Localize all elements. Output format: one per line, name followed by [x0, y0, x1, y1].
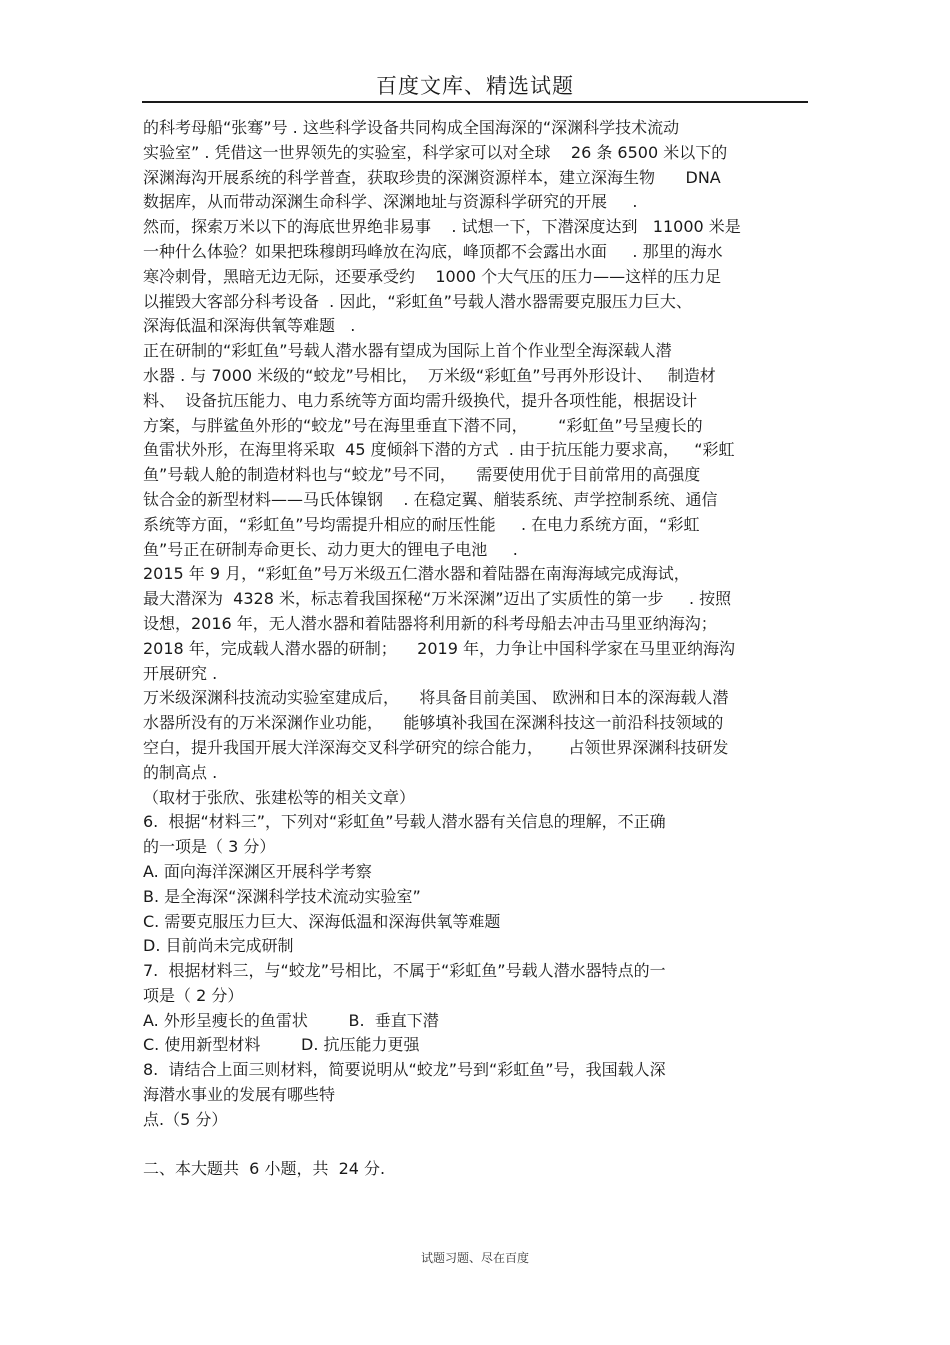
text-line: 设想，2016 年，无人潜水器和着陆器将利用新的科考母船去冲击马里亚纳海沟；	[143, 613, 717, 633]
source-citation: （取材于张欣、张建松等的相关文章）	[143, 787, 416, 807]
text-line: 水器 . 与 7000 米级的“蛟龙”号相比， 万米级“彩虹鱼”号再外形设计、 制造材	[143, 365, 716, 385]
text-line: 然而，探索万米以下的海底世界绝非易事 . 试想一下，下潜深度达到 11000 米是	[143, 217, 741, 237]
question-6-option-b: B. 是全海深“深渊科学技术流动实验室”	[143, 886, 421, 906]
text-line: 鱼”号载人舱的制造材料也与“蛟龙”号不同， 需要使用优于目前常用的高强度	[143, 465, 701, 485]
text-line: 鱼”号正在研制寿命更长、动力更大的锂电子电池 .	[143, 539, 518, 559]
section-heading: 二、本大题共 6 小题，共 24 分.	[143, 1159, 386, 1179]
text-line: 实验室” . 凭借这一世界领先的实验室，科学家可以对全球 26 条 6500 米以下的	[143, 142, 728, 162]
question-7-stem: 7. 根据材料三，与“蛟龙”号相比，不属于“彩虹鱼”号载人潜水器特点的一	[143, 961, 666, 981]
text-line: 系统等方面，“彩虹鱼”号均需提升相应的耐压性能 . 在电力系统方面，“彩虹	[143, 514, 700, 534]
text-line: 数据库，从而带动深渊生命科学、深渊地址与资源科学研究的开展 .	[143, 192, 638, 212]
text-line: 2018 年，完成载人潜水器的研制； 2019 年，力争让中国科学家在马里亚纳海沟	[143, 638, 735, 658]
question-7-options-cd: C. 使用新型材料 D. 抗压能力更强	[143, 1035, 420, 1055]
text-line: 的科考母船“张骞”号 . 这些科学设备共同构成全国海深的“深渊科学技术流动	[143, 118, 680, 137]
text-line: 水器所没有的万米深渊作业功能， 能够填补我国在深渊科技这一前沿科技领域的	[143, 713, 724, 733]
text-line: 以摧毁大客部分科考设备 . 因此，“彩虹鱼”号载人潜水器需要克服压力巨大、	[143, 291, 692, 311]
text-line: 正在研制的“彩虹鱼”号载人潜水器有望成为国际上首个作业型全海深载人潜	[143, 341, 672, 361]
text-line: 方案，与胖鲨鱼外形的“蛟龙”号在海里垂直下潜不同， “彩虹鱼”号呈瘦长的	[143, 415, 703, 435]
question-8-stem: 8. 请结合上面三则材料，简要说明从“蛟龙”号到“彩虹鱼”号，我国载人深	[143, 1060, 666, 1080]
text-line: 空白，提升我国开展大洋深海交叉科学研究的综合能力， 占领世界深渊科技研发	[143, 737, 729, 757]
text-line: 万米级深渊科技流动实验室建成后， 将具备目前美国、 欧洲和日本的深海载人潜	[143, 688, 729, 708]
text-line: 深海低温和深海供氧等难题 .	[143, 316, 356, 336]
question-6-stem: 6. 根据“材料三”，下列对“彩虹鱼”号载人潜水器有关信息的理解，不正确	[143, 812, 666, 832]
text-line: 开展研究 .	[143, 663, 218, 683]
text-line: 最大潜深为 4328 米，标志着我国探秘“万米深渊”迈出了实质性的第一步 . 按照	[143, 589, 732, 609]
question-8-stem: 点.（5 分）	[143, 1109, 228, 1129]
page-header: 百度文库、精选试题	[376, 74, 574, 98]
text-line: 钛合金的新型材料——马氏体镍钢 . 在稳定翼、艏装系统、声学控制系统、通信	[143, 489, 718, 509]
text-line: 一种什么体验？如果把珠穆朗玛峰放在沟底，峰顶都不会露出水面 . 那里的海水	[143, 241, 723, 261]
text-line: 2015 年 9 月，“彩虹鱼”号万米级五仁潜水器和着陆器在南海海域完成海试，	[143, 564, 690, 584]
blank-line	[143, 1133, 808, 1158]
header-divider	[142, 101, 808, 103]
text-line: 鱼雷状外形，在海里将采取 45 度倾斜下潜的方式 . 由于抗压能力要求高， “彩虹	[143, 440, 735, 460]
question-6-option-a: A. 面向海洋深渊区开展科学考察	[143, 861, 372, 881]
question-8-stem: 海潜水事业的发展有哪些特	[143, 1085, 336, 1105]
text-line: 料、 设备抗压能力、电力系统等方面均需升级换代，提升各项性能，根据设计	[143, 390, 698, 410]
question-6-option-d: D. 目前尚未完成研制	[143, 936, 294, 956]
question-6-stem: 的一项是（ 3 分）	[143, 837, 276, 857]
question-6-option-c: C. 需要克服压力巨大、深海低温和深海供氧等难题	[143, 911, 501, 931]
text-line: 的制高点 .	[143, 762, 218, 782]
text-line: 寒冷刺骨，黑暗无边无际，还要承受约 1000 个大气压的压力——这样的压力足	[143, 266, 722, 286]
question-7-options-ab: A. 外形呈瘦长的鱼雷状 B. 垂直下潜	[143, 1010, 439, 1030]
text-line: 深渊海沟开展系统的科学普查，获取珍贵的深渊资源样本，建立深海生物 DNA	[143, 167, 721, 187]
page-footer: 试题习题、尽在百度	[420, 1251, 529, 1265]
question-7-stem: 项是（ 2 分）	[143, 985, 244, 1005]
document-body	[143, 116, 808, 1182]
